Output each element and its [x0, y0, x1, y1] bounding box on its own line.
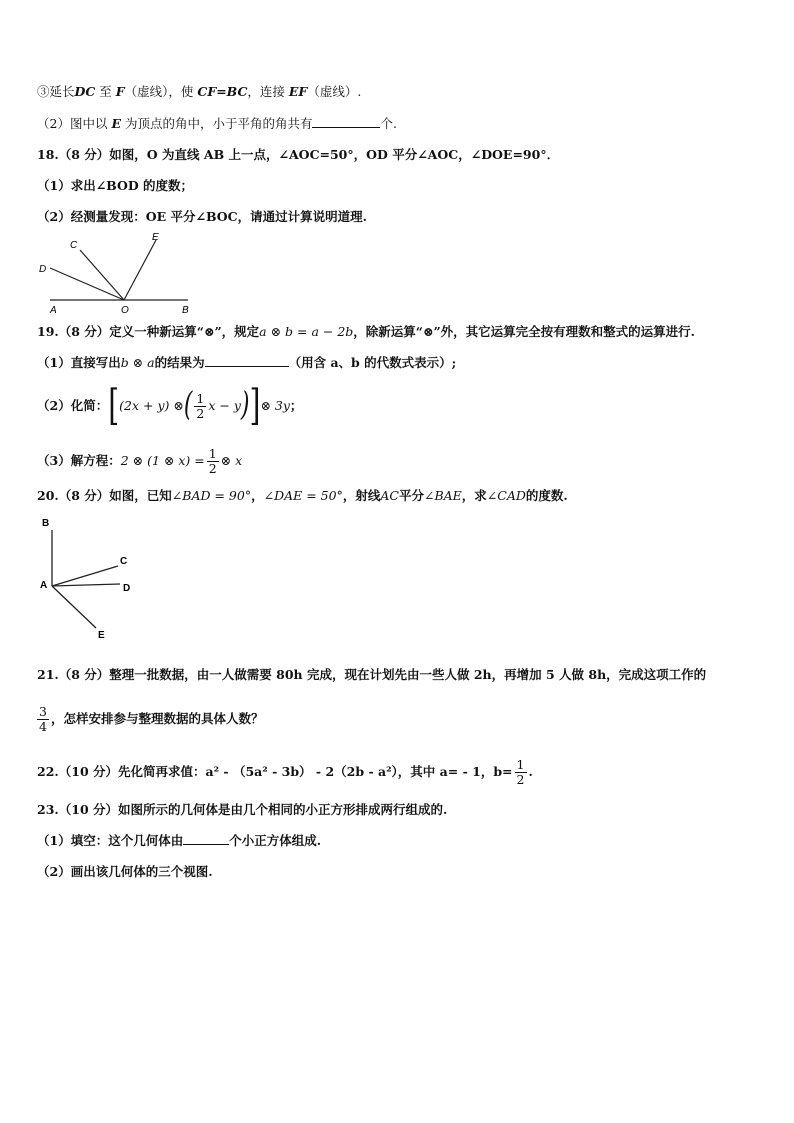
text: ，除新运算“⊗”外，其它运算完全按有理数和整式的运算进行.	[353, 324, 695, 339]
text: 平分	[398, 488, 424, 503]
q19-part3	[37, 446, 242, 476]
q21-line2	[37, 702, 263, 736]
formula: ∠BAD = 90°	[171, 488, 252, 503]
label-o: O	[121, 305, 129, 316]
formula: ∠CAD	[486, 488, 526, 503]
label-b: B	[182, 305, 189, 316]
q18-figure	[36, 230, 196, 316]
text: ，求	[461, 488, 487, 503]
math-f: F	[115, 84, 125, 99]
text: ；	[289, 398, 303, 413]
formula: [ (2x + y) ⊗ ( $\frac{1}{2}$ x − y ) ] ⊗ 3y	[108, 380, 290, 430]
q17-part2	[37, 116, 397, 132]
text: .	[528, 764, 533, 779]
label-d: D	[39, 264, 47, 275]
answer-blank[interactable]	[312, 116, 380, 128]
formula-part: x − y	[208, 398, 241, 413]
text: ，	[251, 488, 264, 503]
ray-ae	[52, 586, 96, 628]
text: 19.（8 分）定义一种新运算“⊗”，规定	[37, 324, 260, 339]
formula: b ⊗ a	[120, 355, 155, 370]
text: 个小正方体组成.	[229, 833, 322, 848]
formula-part: 2 ⊗ (1 ⊗ x) =	[120, 453, 205, 468]
fraction: $\frac{1}{2}$	[208, 445, 217, 476]
text: （2）化简：	[37, 398, 109, 413]
math-cf-bc: CF=BC	[197, 84, 248, 99]
label-c: C	[70, 240, 78, 251]
ray-oc	[80, 250, 124, 300]
q22	[37, 757, 533, 787]
q20-stem	[37, 488, 568, 504]
q18-stem: 18.（8 分）如图，O 为直线 AB 上一点，∠AOC=50°，OD 平分∠AOC，∠DOE=90°．	[37, 147, 560, 162]
text: 的结果为	[154, 355, 205, 370]
answer-blank[interactable]	[183, 833, 229, 845]
text: 22.（10 分）先化简再求值：a² - （5a² - 3b） - 2（2b - a²），其中 a= - 1，b=	[37, 764, 513, 779]
text: ③延长	[37, 84, 75, 99]
ray-od	[50, 268, 124, 300]
formula: ∠BAE	[423, 488, 462, 503]
formula: ∠DAE = 50°	[263, 488, 343, 503]
label-c: C	[120, 556, 128, 567]
ray-oe	[124, 240, 156, 300]
q23-part1	[37, 833, 321, 849]
text: （用含 a、b 的代数式表示）;	[288, 355, 457, 370]
q23-part2: （2）画出该几何体的三个视图.	[37, 864, 213, 879]
fraction: $\frac{1}{2}$	[196, 390, 205, 421]
text: （虚线）.	[307, 84, 362, 99]
text: 个.	[380, 116, 397, 131]
math-ef: EF	[288, 84, 308, 99]
formula-part: ⊗ x	[220, 453, 243, 468]
text: ，连接	[247, 84, 289, 99]
formula-part: (2x + y) ⊗	[119, 398, 184, 413]
label-b: B	[42, 518, 50, 529]
formula: a ⊗ b = a − 2b	[259, 324, 354, 339]
q18-part1: （1）求出∠BOD 的度数；	[37, 178, 194, 193]
ray-ac	[52, 566, 118, 586]
ray-ad	[52, 584, 120, 586]
formula	[121, 446, 242, 476]
text: ，怎样安排参与整理数据的具体人数？	[50, 711, 264, 726]
formula-part: ⊗ 3y	[260, 398, 290, 413]
text: （1）填空：这个几何体由	[37, 833, 184, 848]
text: （1）直接写出	[37, 355, 121, 370]
formula: AC	[380, 488, 399, 503]
label-e: E	[152, 232, 159, 243]
fraction: $\frac{3}{4}$	[39, 703, 47, 734]
text: ，射线	[342, 488, 381, 503]
q19-part2	[37, 380, 303, 430]
q17-item3	[37, 84, 361, 100]
text: （2）图中以	[37, 116, 112, 131]
label-d: D	[123, 583, 131, 594]
q23-stem: 23.（10 分）如图所示的几何体是由几个相同的小正方形排成两行组成的.	[37, 802, 448, 817]
q18-part2: （2）经测量发现：OE 平分∠BOC，请通过计算说明道理.	[37, 209, 367, 224]
text: 的度数.	[525, 488, 568, 503]
label-e: E	[98, 630, 105, 641]
text: （3）解方程：	[37, 453, 121, 468]
q20-figure	[36, 514, 146, 644]
label-a: A	[40, 580, 48, 591]
label-a: A	[50, 305, 57, 316]
text: （虚线），使	[124, 84, 198, 99]
text: 至	[95, 84, 116, 99]
text: 20.（8 分）如图，已知	[37, 488, 172, 503]
fraction: $\frac{1}{2}$	[516, 756, 525, 787]
answer-blank[interactable]	[205, 355, 289, 367]
q19-part1	[37, 355, 456, 371]
math-dc: DC	[74, 84, 96, 99]
math-e: E	[111, 116, 121, 131]
q19-stem	[37, 324, 695, 340]
text: 为顶点的角中，小于平角的角共有	[120, 116, 313, 131]
q21-line1: 21.（8 分）整理一批数据，由一人做需要 80h 完成，现在计划先由一些人做 2h，再增加 5 人做 8h，完成这项工作的	[37, 667, 707, 682]
